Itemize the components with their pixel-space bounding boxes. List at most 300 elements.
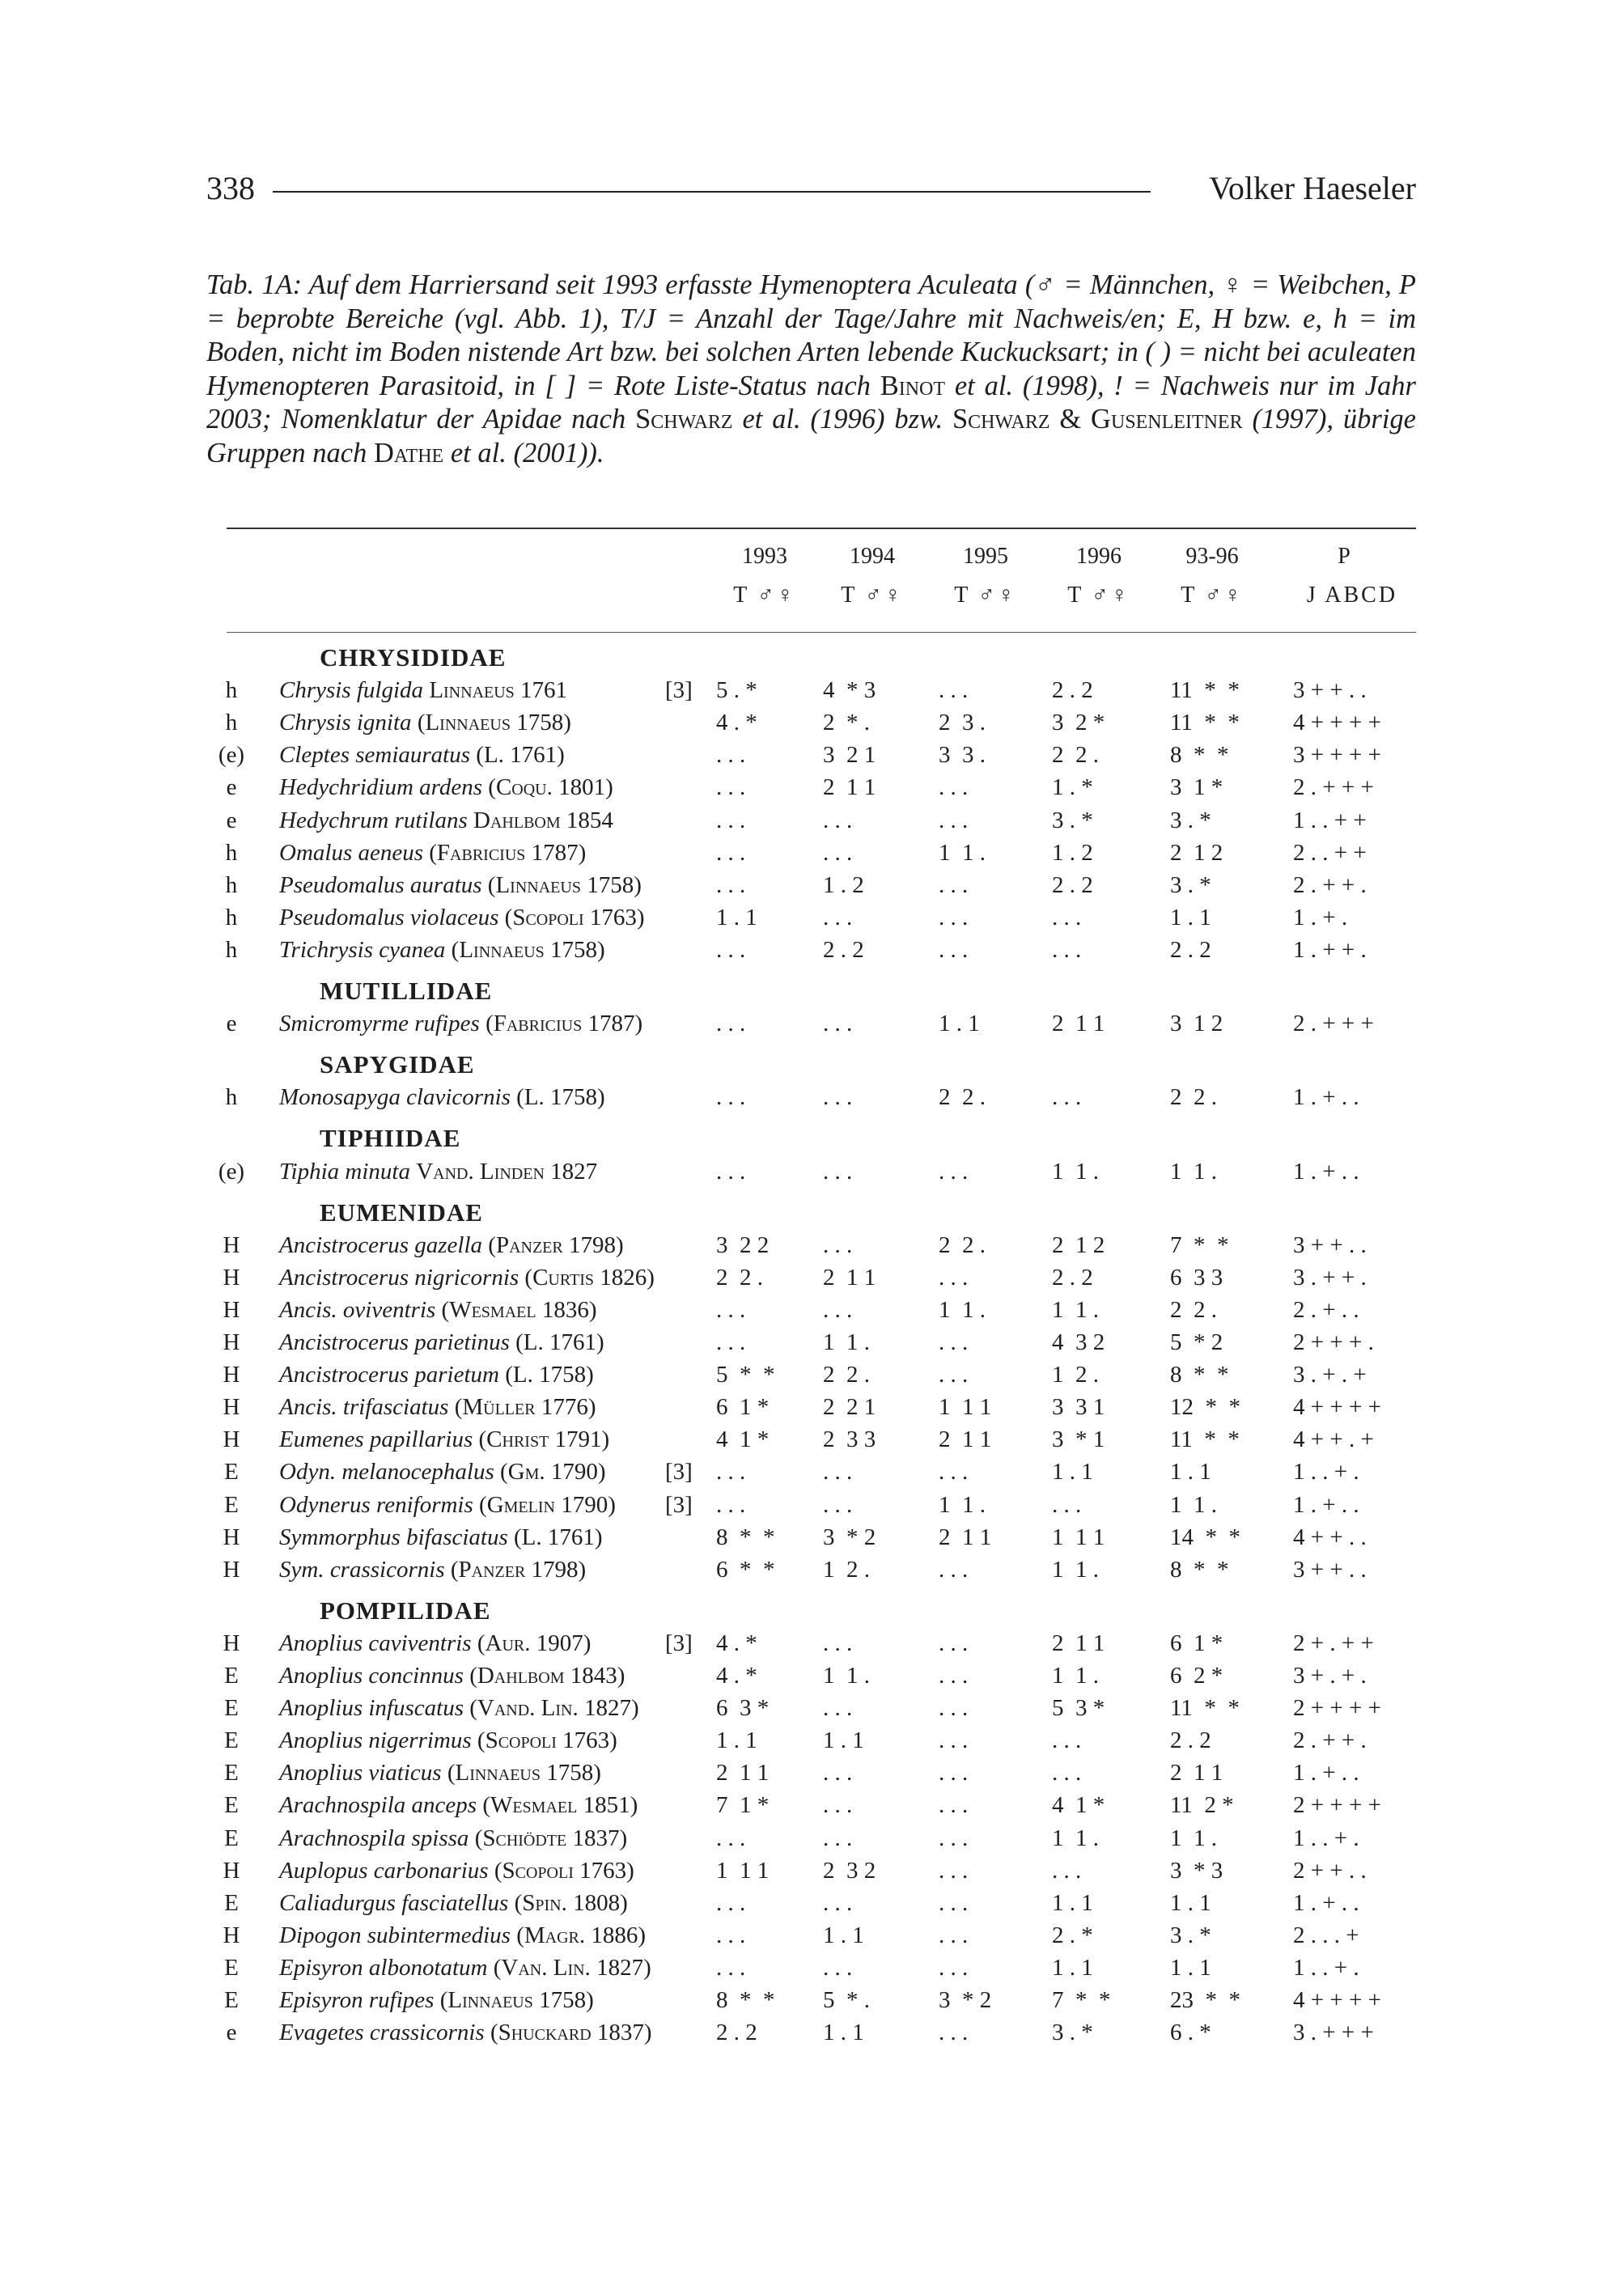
running-head-author: Volker Haeseler — [1209, 170, 1416, 206]
data-cell: 2 1 1 — [939, 1524, 992, 1550]
data-cell: 3 . * — [1052, 807, 1093, 833]
data-cell: 2 1 1 — [716, 1760, 770, 1787]
nesting-code: h — [225, 936, 238, 963]
species-author: (Wesmael 1836) — [441, 1296, 597, 1323]
nesting-code: e — [226, 774, 237, 801]
species-name: Anoplius concinnus — [279, 1663, 464, 1689]
data-cell: 11 * * — [1170, 677, 1240, 704]
column-year: 1995 — [963, 544, 1008, 569]
data-cell: . . . — [716, 1825, 746, 1851]
species-name: Anoplius infuscatus — [279, 1695, 464, 1722]
page-number: 338 — [206, 170, 255, 206]
data-cell: . . . — [716, 1491, 746, 1518]
family-name: MUTILLIDAE — [320, 977, 493, 1005]
species-cell — [279, 739, 565, 771]
data-cell: 1 . 1 — [823, 1727, 864, 1754]
data-cell: . . . — [939, 904, 969, 930]
species-cell — [279, 1391, 596, 1423]
species-name: Trichrysis cyanea — [279, 936, 446, 963]
species-name: Ancistrocerus parietum — [279, 1362, 499, 1388]
species-name: Caliadurgus fasciatellus — [279, 1889, 509, 1916]
species-author: (Scopoli 1763) — [494, 1857, 634, 1884]
data-cell: 7 1 * — [716, 1792, 770, 1819]
data-cell: 1 . 1 — [1170, 1889, 1211, 1916]
data-cell: 2 * . — [823, 710, 870, 736]
species-cell — [279, 1724, 617, 1757]
species-author: (L. 1758) — [516, 1084, 605, 1111]
species-name: Smicromyrme rufipes — [279, 1011, 480, 1037]
data-cell: . . . — [716, 936, 746, 963]
data-cell: 11 * * — [1170, 1426, 1240, 1453]
species-name: Ancistrocerus gazella — [279, 1231, 483, 1258]
data-cell: . . . — [1052, 936, 1082, 963]
species-name: Auplopus carbonarius — [279, 1857, 489, 1884]
data-cell: . . . — [716, 1329, 746, 1355]
data-cell: 1 1 . — [1170, 1491, 1217, 1518]
data-cell: . . . — [1052, 1491, 1082, 1518]
species-cell — [279, 837, 586, 869]
species-author: (Shuckard 1837) — [490, 2020, 652, 2046]
species-cell — [279, 1358, 594, 1391]
data-cell: . . . — [823, 839, 853, 866]
data-cell: . . . — [939, 1857, 969, 1884]
data-cell: 2 . 2 — [823, 936, 864, 963]
data-cell: . . . — [716, 1296, 746, 1323]
red-list-status: [3] — [665, 1459, 693, 1486]
nesting-code: E — [224, 1825, 239, 1851]
data-cell: . . . — [939, 1792, 969, 1819]
data-cell: . . . — [823, 1695, 853, 1722]
data-cell: 3 1 2 — [1170, 1011, 1223, 1037]
species-name: Chrysis ignita — [279, 710, 412, 736]
data-cell: . . . — [823, 904, 853, 930]
data-cell: . . . — [716, 839, 746, 866]
caption-author-ref: Binot — [880, 370, 946, 401]
data-cell: 8 * * — [716, 1524, 775, 1550]
data-cell: . . . — [939, 1727, 969, 1754]
data-cell: . . . — [823, 1630, 853, 1656]
data-cell: 3 + . + . — [1293, 1663, 1367, 1689]
species-author: (Scopoli 1763) — [504, 904, 645, 930]
column-subheader: J ABCD — [1306, 583, 1398, 608]
nesting-code: (e) — [218, 742, 245, 769]
species-author: (Linnaeus 1758) — [447, 1760, 601, 1787]
data-cell: 5 * 2 — [1170, 1329, 1223, 1355]
nesting-code: e — [226, 807, 237, 833]
data-cell: 1 1 . — [1052, 1296, 1099, 1323]
data-cell: 3 . * — [1170, 1922, 1211, 1948]
nesting-code: H — [223, 1394, 240, 1421]
caption-text: et al. (1996) bzw. — [732, 404, 952, 434]
species-cell — [279, 1155, 597, 1188]
data-cell: 1 . + + . — [1293, 936, 1367, 963]
data-cell: . . . — [939, 1158, 969, 1185]
data-cell: 3 . + + + — [1293, 2020, 1374, 2046]
data-cell: 1 1 . — [1052, 1556, 1099, 1583]
species-author: (Curtis 1826) — [524, 1264, 655, 1291]
table-caption — [206, 269, 1416, 470]
species-author: (Linnaeus 1758) — [417, 710, 571, 736]
nesting-code: E — [224, 1663, 239, 1689]
data-cell: 2 3 2 — [823, 1857, 876, 1884]
red-list-status: [3] — [665, 1630, 693, 1656]
data-cell: 1 1 . — [1170, 1158, 1217, 1185]
family-name: EUMENIDAE — [320, 1197, 483, 1227]
data-cell: . . . — [939, 807, 969, 833]
data-cell: 3 * 3 — [1170, 1857, 1223, 1884]
data-cell: . . . — [823, 1889, 853, 1916]
data-cell: . . . — [939, 1362, 969, 1388]
species-name: Ancis. oviventris — [279, 1296, 436, 1323]
species-cell — [279, 1423, 609, 1456]
data-cell: 1 . 1 — [823, 1922, 864, 1948]
family-name: SAPYGIDAE — [320, 1050, 475, 1079]
nesting-code: H — [223, 1362, 240, 1388]
data-cell: 1 . + . . — [1293, 1084, 1359, 1111]
data-cell: . . . — [716, 1158, 746, 1185]
species-author: (Spin. 1808) — [514, 1889, 628, 1916]
data-cell: 5 3 * — [1052, 1695, 1105, 1722]
species-name: Eumenes papillarius — [279, 1426, 473, 1453]
column-subheader: T ♂♀ — [841, 583, 904, 608]
nesting-code: E — [224, 1491, 239, 1518]
data-cell: . . . — [939, 677, 969, 704]
data-cell: 2 . + + . — [1293, 1727, 1367, 1754]
data-cell: 1 1 . — [1052, 1158, 1099, 1185]
data-cell: . . . — [1052, 1857, 1082, 1884]
species-name: Arachnospila spissa — [279, 1825, 469, 1851]
data-cell: . . . — [939, 1889, 969, 1916]
species-cell — [279, 706, 571, 739]
nesting-code: E — [224, 1889, 239, 1916]
data-cell: 1 . . + . — [1293, 1825, 1359, 1851]
species-author: (L. 1761) — [514, 1524, 603, 1550]
data-cell: 6 * * — [716, 1556, 775, 1583]
data-cell: 2 1 1 — [823, 774, 876, 801]
data-cell: . . . — [1052, 1727, 1082, 1754]
data-cell: 1 . 1 — [716, 1727, 757, 1754]
species-author: (Magr. 1886) — [516, 1922, 647, 1948]
species-cell — [279, 1887, 628, 1919]
data-cell: 1 . 1 — [939, 1011, 980, 1037]
data-cell: . . . — [939, 1630, 969, 1656]
species-name: Ancis. trifasciatus — [279, 1394, 449, 1421]
species-author: (Christ 1791) — [478, 1426, 610, 1453]
data-cell: 2 . 2 — [1170, 1727, 1211, 1754]
column-year: 93-96 — [1185, 544, 1239, 569]
data-cell: 2 1 1 — [823, 1264, 876, 1291]
data-cell: . . . — [939, 871, 969, 898]
data-cell: . . . — [716, 774, 746, 801]
data-cell: 2 2 . — [1052, 742, 1099, 769]
nesting-code: H — [223, 1556, 240, 1583]
data-cell: 3 + + . . — [1293, 677, 1367, 704]
data-cell: 1 . 2 — [1052, 839, 1093, 866]
nesting-code: H — [223, 1329, 240, 1355]
species-cell — [279, 1081, 605, 1113]
data-cell: 1 1 . — [939, 1491, 986, 1518]
data-cell: 2 2 . — [1170, 1084, 1217, 1111]
species-cell — [279, 804, 613, 837]
data-cell: 3 * 2 — [823, 1524, 876, 1550]
data-cell: 1 1 1 — [939, 1394, 992, 1421]
data-cell: 1 . + . . — [1293, 1889, 1359, 1916]
species-author: Vand. Linden 1827 — [416, 1158, 598, 1185]
data-cell: 2 . . + + — [1293, 839, 1367, 866]
data-cell: 1 . 1 — [1170, 1954, 1211, 1981]
data-cell: 4 . * — [716, 710, 757, 736]
species-name: Ancistrocerus parietinus — [279, 1329, 510, 1355]
nesting-code: h — [225, 1084, 238, 1111]
nesting-code: h — [225, 904, 238, 930]
data-cell: 2 . + + . — [1293, 871, 1367, 898]
data-cell: 23 * * — [1170, 1987, 1240, 2013]
data-cell: . . . — [716, 871, 746, 898]
species-author: (Linnaeus 1758) — [439, 1987, 594, 2013]
species-name: Episyron albonotatum — [279, 1954, 488, 1981]
species-author: (Scopoli 1763) — [477, 1727, 617, 1754]
nesting-code: E — [224, 1695, 239, 1722]
data-cell: 3 . * — [1052, 2020, 1093, 2046]
data-cell: 1 . 1 — [1170, 904, 1211, 930]
species-author: (Aur. 1907) — [477, 1630, 592, 1656]
nesting-code: H — [223, 1264, 240, 1291]
species-cell — [279, 1261, 655, 1294]
data-cell: . . . — [939, 1695, 969, 1722]
data-cell: 1 1 . — [1170, 1825, 1217, 1851]
species-name: Monosapyga clavicornis — [279, 1084, 511, 1111]
data-cell: 2 . 2 — [1170, 936, 1211, 963]
species-author: (Panzer 1798) — [488, 1231, 624, 1258]
data-cell: 3 2 1 — [823, 742, 876, 769]
data-cell: 4 + + + + — [1293, 1987, 1381, 2013]
nesting-code: E — [224, 1987, 239, 2013]
data-cell: 6 3 * — [716, 1695, 770, 1722]
species-author: Dahlbom 1854 — [473, 807, 613, 833]
data-cell: 2 1 1 — [1052, 1011, 1105, 1037]
data-cell: 2 3 3 — [823, 1426, 876, 1453]
data-cell: 3 3 . — [939, 742, 986, 769]
data-cell: . . . — [823, 1231, 853, 1258]
data-cell: 3 * 1 — [1052, 1426, 1105, 1453]
species-author: (Dahlbom 1843) — [469, 1663, 625, 1689]
data-cell: . . . — [823, 1825, 853, 1851]
data-cell: 3 . + . + — [1293, 1362, 1367, 1388]
data-cell: 3 2 * — [1052, 710, 1105, 736]
data-cell: 4 + + . + — [1293, 1426, 1374, 1453]
caption-text: et al. (2001)). — [443, 437, 604, 468]
data-cell: 5 . * — [716, 677, 757, 704]
data-cell: . . . — [716, 807, 746, 833]
data-cell: 2 1 1 — [1052, 1630, 1105, 1656]
data-cell: 6 2 * — [1170, 1663, 1223, 1689]
data-cell: 1 . + . . — [1293, 1491, 1359, 1518]
species-name: Anoplius caviventris — [279, 1630, 472, 1656]
species-name: Anoplius viaticus — [279, 1760, 442, 1787]
species-cell — [279, 771, 613, 803]
data-cell: . . . — [823, 1760, 853, 1787]
species-author: (L. 1761) — [476, 742, 565, 769]
data-cell: 2 + . + + — [1293, 1630, 1374, 1656]
data-cell: 6 . * — [1170, 2020, 1211, 2046]
table-header-rule — [227, 632, 1416, 633]
data-cell: 1 1 . — [1052, 1663, 1099, 1689]
data-cell: 2 + + + + — [1293, 1695, 1381, 1722]
data-cell: 12 * * — [1170, 1394, 1240, 1421]
species-name: Odyn. melanocephalus — [279, 1459, 494, 1486]
nesting-code: E — [224, 1760, 239, 1787]
data-cell: . . . — [939, 1459, 969, 1486]
red-list-status: [3] — [665, 677, 693, 704]
column-year: 1993 — [742, 544, 787, 569]
species-author: (L. 1758) — [505, 1362, 594, 1388]
species-author: (Van. Lin. 1827) — [493, 1954, 651, 1981]
data-cell: 1 . 2 — [823, 871, 864, 898]
species-author: (Panzer 1798) — [450, 1556, 587, 1583]
data-cell: . . . — [939, 1329, 969, 1355]
data-cell: 1 2 . — [1052, 1362, 1099, 1388]
data-cell: 2 . 2 — [716, 2020, 757, 2046]
data-cell: 2 . + + + — [1293, 774, 1374, 801]
data-cell: . . . — [716, 1922, 746, 1948]
data-cell: 1 1 1 — [716, 1857, 770, 1884]
data-cell: 4 . * — [716, 1630, 757, 1656]
caption-text: Tab. 1A: Auf dem Harriersand seit 1993 erfasste Hymenoptera Aculeata (♂ = Männchen, ♀ = Weibchen, P = beprobte Bereiche (vgl. Abb. 1), T/J = Anzahl der Tage/Jahre mit Nachweis/en; E, H bzw. e, h = im Boden, nicht im Boden nistende Art bzw. bei solchen Arten lebende Kuckucksart; in ( ) = nicht bei aculeaten Hymenopteren Parasitoid, in [ ] = Rote Liste-Status nach — [206, 269, 1416, 401]
data-cell: 4 + + + + — [1293, 710, 1381, 736]
nesting-code: H — [223, 1922, 240, 1948]
data-cell: . . . — [939, 1264, 969, 1291]
red-list-status: [3] — [665, 1491, 693, 1518]
family-name: TIPHIIDAE — [320, 1124, 461, 1153]
species-cell — [279, 1919, 646, 1952]
data-cell: 2 1 2 — [1052, 1231, 1105, 1258]
species-cell — [279, 1659, 625, 1692]
species-name: Ancistrocerus nigricornis — [279, 1264, 519, 1291]
species-author: (Vand. Lin. 1827) — [469, 1695, 639, 1722]
caption-author-ref: Schwarz & Gusenleitner — [952, 404, 1243, 434]
data-cell: . . . — [1052, 904, 1082, 930]
data-cell: 1 . 1 — [1052, 1459, 1093, 1486]
data-cell: 14 * * — [1170, 1524, 1240, 1550]
data-cell: 1 . + . . — [1293, 1158, 1359, 1185]
data-cell: 2 1 2 — [1170, 839, 1223, 866]
data-cell: 1 . + . . — [1293, 1760, 1359, 1787]
data-cell: 2 . 2 — [1052, 677, 1093, 704]
data-cell: . . . — [716, 742, 746, 769]
data-cell: 3 + + + + — [1293, 742, 1381, 769]
data-cell: . . . — [823, 1792, 853, 1819]
data-cell: 3 2 2 — [716, 1231, 770, 1258]
data-cell: 2 . + . . — [1293, 1296, 1359, 1323]
nesting-code: e — [226, 1011, 237, 1037]
data-cell: . . . — [1052, 1084, 1082, 1111]
data-cell: 4 + + + + — [1293, 1394, 1381, 1421]
page-header — [206, 166, 1416, 211]
species-name: Odynerus reniformis — [279, 1491, 473, 1518]
data-cell: 2 + + + . — [1293, 1329, 1374, 1355]
column-year: 1994 — [850, 544, 895, 569]
data-cell: . . . — [939, 2020, 969, 2046]
data-cell: 2 . + + + — [1293, 1011, 1374, 1037]
data-cell: 3 * 2 — [939, 1987, 992, 2013]
species-cell — [279, 1757, 601, 1789]
species-name: Evagetes crassicornis — [279, 2020, 485, 2046]
species-author: (Fabricius 1787) — [486, 1011, 643, 1037]
species-name: Pseudomalus violaceus — [279, 904, 499, 930]
column-subheader: T ♂♀ — [1067, 583, 1130, 608]
data-cell: . . . — [823, 1296, 853, 1323]
data-cell: 4 3 2 — [1052, 1329, 1105, 1355]
data-cell: 2 2 . — [823, 1362, 870, 1388]
data-cell: 3 3 1 — [1052, 1394, 1105, 1421]
species-cell — [279, 869, 642, 901]
data-cell: 1 . . + . — [1293, 1954, 1359, 1981]
nesting-code: e — [226, 2020, 237, 2046]
species-author: Linnaeus 1761 — [429, 677, 568, 704]
species-cell — [279, 1789, 638, 1821]
data-cell: 1 . . + + — [1293, 807, 1367, 833]
nesting-code: H — [223, 1524, 240, 1550]
data-cell: 1 . . + . — [1293, 1459, 1359, 1486]
data-cell: 4 * 3 — [823, 677, 876, 704]
species-name: Hedychrum rutilans — [279, 807, 468, 833]
data-cell: 11 2 * — [1170, 1792, 1234, 1819]
data-cell: 8 * * — [1170, 1556, 1229, 1583]
species-author: (L. 1761) — [515, 1329, 604, 1355]
species-name: Arachnospila anceps — [279, 1792, 477, 1819]
data-cell: 1 . 1 — [1170, 1459, 1211, 1486]
data-cell: 2 + + . . — [1293, 1857, 1367, 1884]
data-cell: . . . — [939, 936, 969, 963]
column-subheader: T ♂♀ — [954, 583, 1017, 608]
species-name: Dipogon subintermedius — [279, 1922, 511, 1948]
data-cell: 5 * * — [716, 1362, 775, 1388]
data-cell: 2 3 . — [939, 710, 986, 736]
column-year: 1996 — [1076, 544, 1122, 569]
data-cell: 1 2 . — [823, 1556, 870, 1583]
data-cell: 2 2 . — [939, 1231, 986, 1258]
data-cell: 1 1 . — [939, 1296, 986, 1323]
species-author: (Fabricius 1787) — [429, 839, 587, 866]
data-cell: . . . — [716, 1011, 746, 1037]
species-cell — [279, 1952, 651, 1984]
data-cell: 3 . * — [1170, 807, 1211, 833]
nesting-code: (e) — [218, 1158, 245, 1185]
data-cell: 1 . + . — [1293, 904, 1348, 930]
species-cell — [279, 1822, 627, 1854]
nesting-code: E — [224, 1459, 239, 1486]
data-cell: 1 . 1 — [823, 2020, 864, 2046]
data-cell: . . . — [939, 1954, 969, 1981]
data-cell: . . . — [823, 1459, 853, 1486]
family-name: CHRYSIDIDAE — [320, 643, 507, 672]
nesting-code: E — [224, 1792, 239, 1819]
species-cell — [279, 1294, 596, 1326]
species-name: Chrysis fulgida — [279, 677, 424, 704]
data-cell: 1 1 . — [823, 1329, 870, 1355]
species-cell — [279, 1692, 639, 1724]
data-cell: . . . — [939, 1556, 969, 1583]
column-subheader: T ♂♀ — [1181, 583, 1244, 608]
data-cell: . . . — [823, 1011, 853, 1037]
species-cell — [279, 1984, 594, 2016]
data-cell: 1 . 1 — [1052, 1889, 1093, 1916]
data-cell: . . . — [939, 774, 969, 801]
species-name: Omalus aeneus — [279, 839, 424, 866]
species-name: Hedychridium ardens — [279, 774, 483, 801]
data-cell: . . . — [939, 1663, 969, 1689]
species-name: Episyron rufipes — [279, 1987, 435, 2013]
